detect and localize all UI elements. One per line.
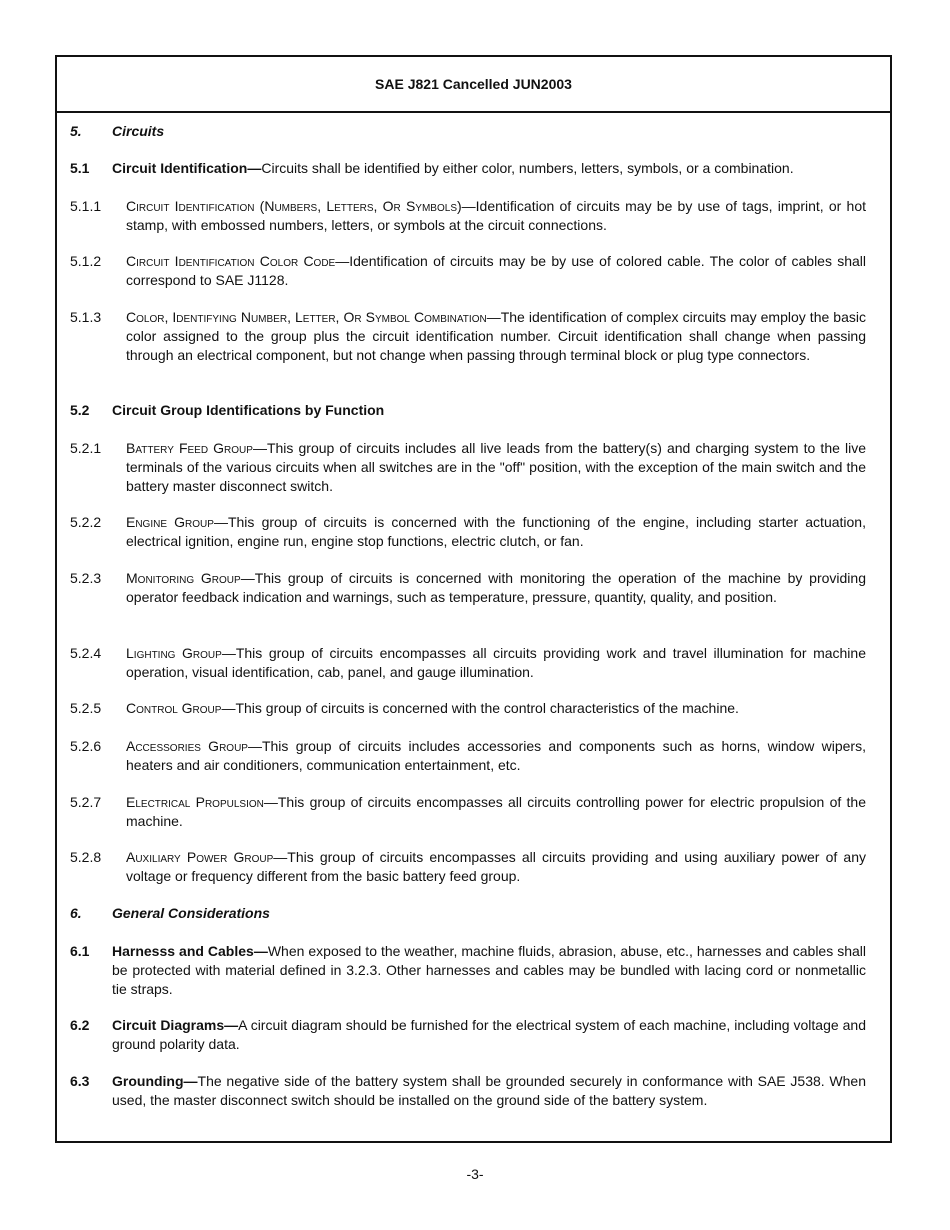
section-text: —This group of circuits encompasses all circuits controlling power for electric propulsion of the machine. — [126, 794, 866, 829]
section-5-1-3 — [70, 308, 866, 365]
section-title: Control Group — [126, 700, 222, 716]
section-text: —This group of circuits is concerned with the control characteristics of the machine. — [221, 700, 739, 716]
section-number: 5.2.3 — [70, 570, 102, 586]
section-text: —This group of circuits includes accessories and components such as horns, window wipers, heaters and air conditioners, communication entertainment, etc. — [126, 738, 866, 773]
section-5-2-4 — [70, 644, 866, 682]
section-text: —This group of circuits is concerned with the functioning of the engine, including starter actuation, electrical ignition, engine run, engine stop functions, electric clutch, or fan. — [126, 514, 866, 549]
section-number: 5.2.7 — [70, 794, 102, 810]
section-5-2-heading — [70, 401, 868, 420]
section-number: 5.2 — [70, 402, 90, 418]
section-title: Circuits — [112, 123, 165, 139]
section-number: 5.2.4 — [70, 645, 102, 661]
section-number: 6.2 — [70, 1017, 90, 1033]
section-text: —Identification of circuits may be by use of colored cable. The color of cables shall correspond to SAE J1128. — [126, 253, 867, 288]
section-title: Circuit Group Identifications by Function — [112, 402, 385, 418]
section-5-2-5 — [70, 699, 866, 718]
section-number: 5.2.2 — [70, 514, 102, 530]
section-text: When exposed to the weather, machine fluids, abrasion, abuse, etc., harnesses and cables shall be protected with material defined in 3.2.3. Other harnesses and cables may be bundled with lacing cord or nonmetallic tie straps. — [112, 943, 867, 997]
section-title: Engine Group — [126, 514, 214, 530]
section-number: 5.2.1 — [70, 440, 102, 456]
section-5-1-1 — [70, 197, 866, 235]
section-number: 5.2.6 — [70, 738, 102, 754]
section-text: —Identification of circuits may be by use of tags, imprint, or hot stamp, with embossed numbers, letters, or symbols at the circuit connections. — [126, 198, 866, 233]
section-title: Circuit Diagrams— — [112, 1017, 239, 1033]
section-5-2-3 — [70, 569, 866, 607]
section-6-2 — [70, 1016, 866, 1054]
header-title: SAE J821 Cancelled JUN2003 — [375, 76, 572, 92]
section-number: 6.1 — [70, 943, 90, 959]
section-number: 5. — [70, 123, 82, 139]
section-5-2-8 — [70, 848, 866, 886]
section-number: 5.1.3 — [70, 309, 102, 325]
section-6-3 — [70, 1072, 866, 1110]
section-title: Harnesss and Cables— — [112, 943, 268, 959]
section-text: —This group of circuits encompasses all circuits providing work and travel illumination for machine operation, visual identification, cab, panel, and gauge illumination. — [126, 645, 866, 680]
section-title: Circuit Identification (Numbers, Letters, Or Symbols) — [126, 198, 462, 214]
section-5-2-1 — [70, 439, 866, 496]
section-number: 5.1.1 — [70, 198, 102, 214]
section-number: 5.1.2 — [70, 253, 102, 269]
section-number: 5.2.5 — [70, 700, 102, 716]
document-header — [57, 57, 890, 113]
section-number: 5.2.8 — [70, 849, 102, 865]
section-5-2-2 — [70, 513, 866, 551]
section-title: Grounding— — [112, 1073, 198, 1089]
section-5-1 — [70, 159, 866, 178]
section-text: Circuits shall be identified by either color, numbers, letters, symbols, or a combination. — [261, 160, 794, 176]
section-title: Color, Identifying Number, Letter, Or Symbol Combination — [126, 309, 487, 325]
section-title: Circuit Identification— — [112, 160, 262, 176]
section-title: Battery Feed Group — [126, 440, 253, 456]
section-title: Accessories Group — [126, 738, 248, 754]
section-text: —This group of circuits encompasses all circuits providing and using auxiliary power of any voltage or frequency different from the basic battery feed group. — [126, 849, 866, 884]
section-title: Electrical Propulsion — [126, 794, 264, 810]
section-number: 6. — [70, 905, 82, 921]
page-number: -3- — [466, 1166, 484, 1182]
section-title: Auxiliary Power Group — [126, 849, 274, 865]
section-text: The negative side of the battery system shall be grounded securely in conformance with SAE J538. When used, the master disconnect switch should be installed on the ground side of the battery system. — [112, 1073, 866, 1108]
section-number: 5.1 — [70, 160, 90, 176]
section-number: 6.3 — [70, 1073, 90, 1089]
section-6-heading — [70, 904, 868, 923]
section-title: General Considerations — [112, 905, 270, 921]
section-title: Circuit Identification Color Code — [126, 253, 336, 269]
section-title: Monitoring Group — [126, 570, 241, 586]
section-text: —This group of circuits is concerned with monitoring the operation of the machine by providing operator feedback indication and warnings, such as temperature, pressure, quantity, quality, and position. — [126, 570, 866, 605]
section-title: Lighting Group — [126, 645, 222, 661]
section-text: —This group of circuits includes all live leads from the battery(s) and charging system to the live terminals of the various circuits when all switches are in the "off" position, with the exception of the main switch and the battery master disconnect switch. — [126, 440, 867, 494]
section-6-1 — [70, 942, 866, 999]
section-5-2-7 — [70, 793, 866, 831]
section-5-2-6 — [70, 737, 866, 775]
section-5-heading — [70, 122, 868, 141]
section-text: —The identification of complex circuits may employ the basic color assigned to the group plus the circuit identification number. Circuit identification shall change when passing through an electrical component, but not change when passing through terminal block or plug type connectors. — [126, 309, 866, 363]
section-text: A circuit diagram should be furnished for the electrical system of each machine, including voltage and ground polarity data. — [112, 1017, 866, 1052]
section-5-1-2 — [70, 252, 866, 290]
